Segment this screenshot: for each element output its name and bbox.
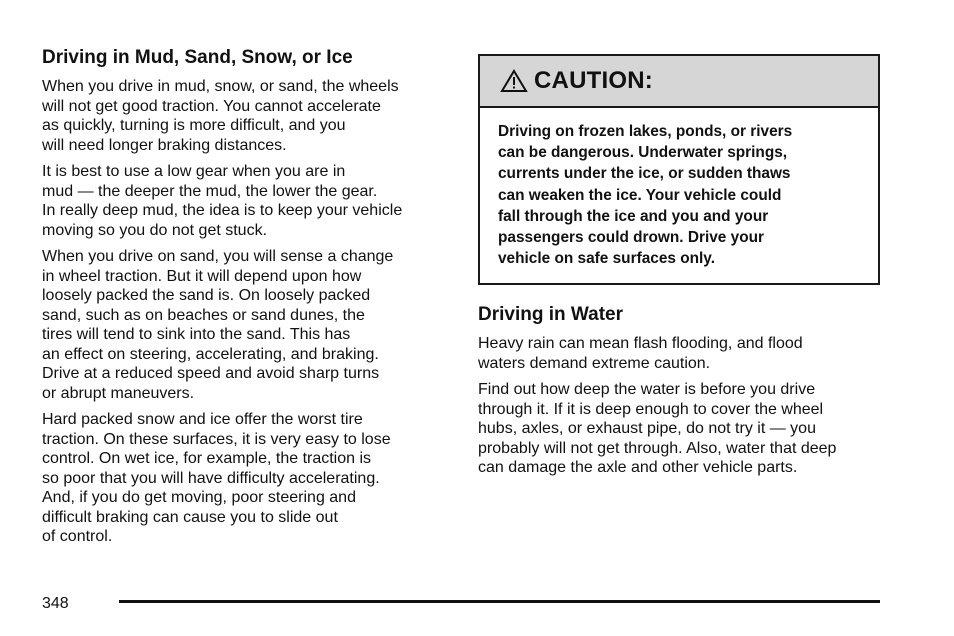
mud-sand-snow-paragraph-1: When you drive in mud, snow, or sand, the wheels will not get good traction. You cannot accelerate as quickly, turning is more difficult, and you will need longer braking distances. bbox=[42, 78, 399, 154]
caution-text: Driving on frozen lakes, ponds, or rivers can be dangerous. Underwater springs, currents under the ice, or sudden thaws can weaken the ice. Your vehicle could fall through the ice and you and your passengers could drown. Drive your vehicle on safe surfaces only. bbox=[498, 123, 793, 268]
caution-header bbox=[480, 56, 878, 108]
water-paragraph-1: Heavy rain can mean flash flooding, and flood waters demand extreme caution. bbox=[478, 335, 803, 372]
mud-sand-snow-paragraph-3: When you drive on sand, you will sense a change in wheel traction. But it will depend upon how loosely packed the sand is. On loosely packed sand, such as on beaches or sand dunes, the tires will tend to sink into the sand. This has an effect on steering, accelerating, and braking. Drive at a reduced speed and avoid sharp turns or abrupt maneuvers. bbox=[42, 248, 394, 402]
driving-in-water-section bbox=[478, 303, 880, 478]
caution-box bbox=[478, 54, 880, 285]
mud-sand-snow-paragraph-2: It is best to use a low gear when you are in mud — the deeper the mud, the lower the gear. In really deep mud, the idea is to keep your vehicle moving so you do not get stuck. bbox=[42, 163, 403, 239]
mud-sand-snow-heading: Driving in Mud, Sand, Snow, or Ice bbox=[42, 47, 353, 68]
caution-title: CAUTION: bbox=[534, 67, 653, 94]
warning-triangle-icon bbox=[500, 69, 528, 93]
mud-sand-snow-paragraph-4: Hard packed snow and ice offer the worst tire traction. On these surfaces, it is very easy to lose control. On wet ice, for example, the traction is so poor that you will have difficulty accelerating. And, if you do get moving, poor steering and difficult braking can cause you to slide out of control. bbox=[42, 411, 391, 545]
driving-in-water-heading: Driving in Water bbox=[478, 304, 623, 326]
page-footer bbox=[42, 594, 880, 614]
page-number: 348 bbox=[42, 595, 69, 612]
left-column bbox=[42, 46, 452, 554]
right-column bbox=[478, 54, 880, 485]
footer-rule bbox=[119, 600, 880, 603]
water-paragraph-2: Find out how deep the water is before you drive through it. If it is deep enough to cover the wheel hubs, axles, or exhaust pipe, do not try it — you probably will not get through. Also, water that deep can damage the axle and other vehicle parts. bbox=[478, 381, 837, 477]
